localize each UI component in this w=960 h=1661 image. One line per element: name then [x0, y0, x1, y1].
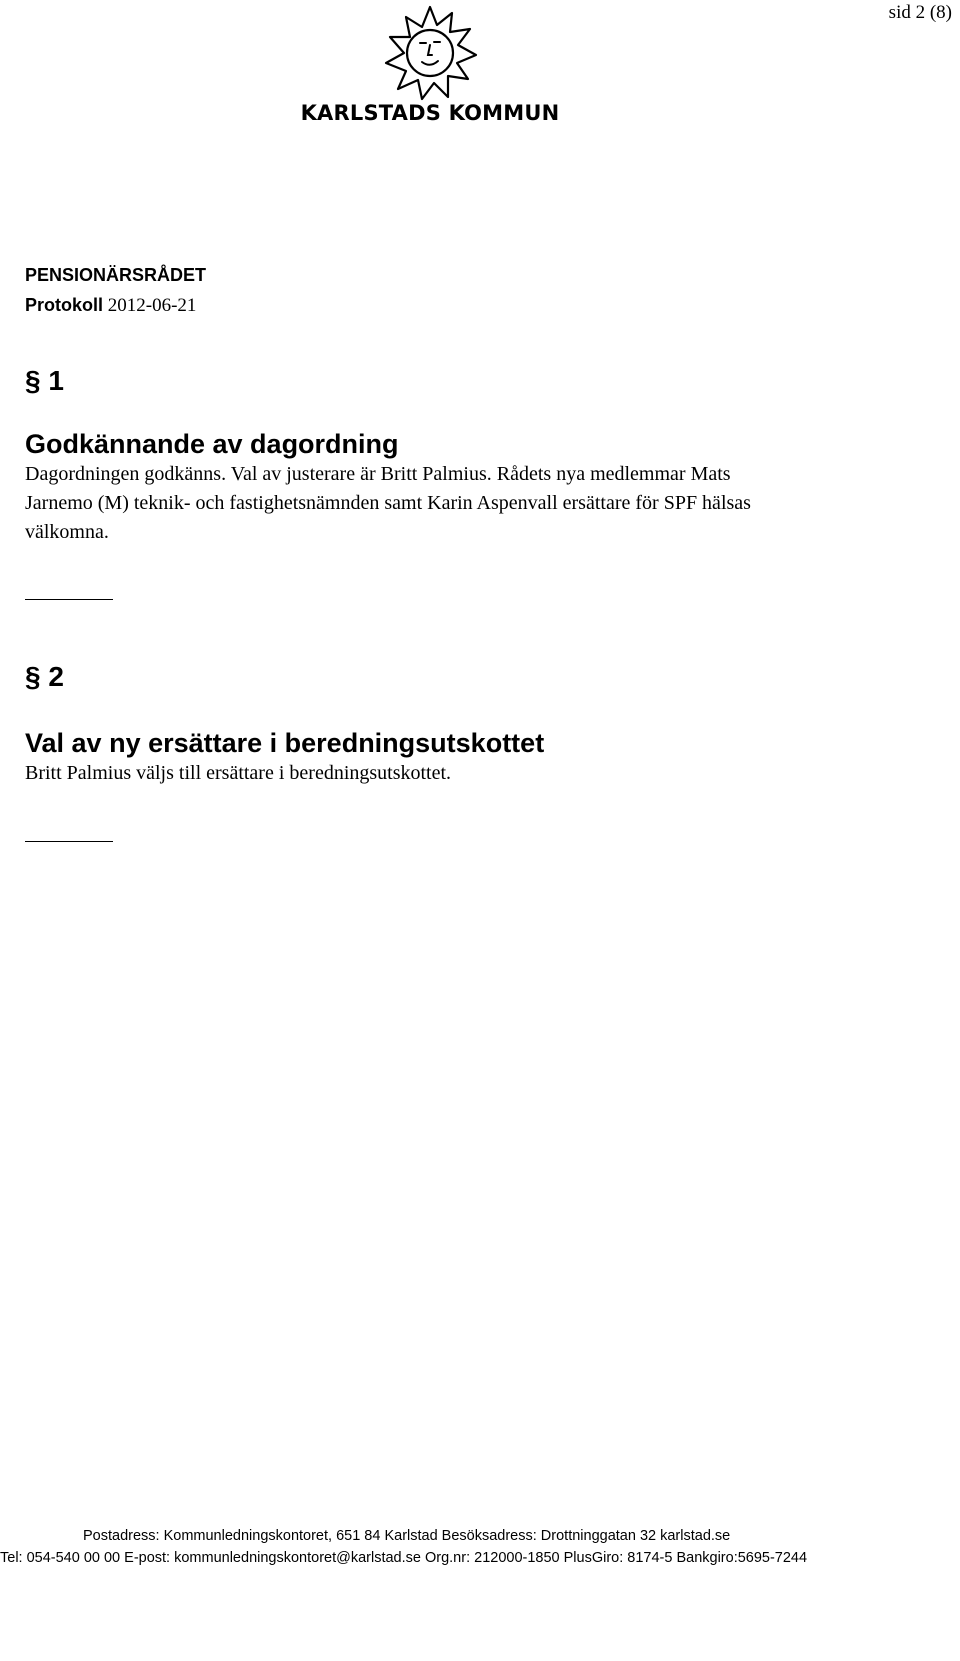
- section-body: Dagordningen godkänns. Val av justerare är Britt Palmius. Rådets nya medlemmar Mats Jarnemo (M) teknik- och fastighetsnämnden samt Karin Aspenvall ersättare för SPF hälsas välkomna.: [25, 463, 751, 543]
- page-number: sid 2 (8): [888, 2, 952, 23]
- section-title: Godkännande av dagordning: [25, 429, 399, 459]
- section-1: [25, 364, 925, 547]
- organization-name: PENSIONÄRSRÅDET: [25, 265, 207, 285]
- section-divider: [25, 599, 113, 600]
- karlstad-logo: [300, 5, 560, 125]
- document-date: 2012-06-21: [107, 295, 197, 316]
- section-2: [25, 660, 925, 788]
- sun-face-icon: [382, 5, 478, 101]
- section-divider: [25, 841, 113, 842]
- section-number: § 1: [25, 365, 64, 396]
- footer-address-line: Postadress: Kommunledningskontoret, 651 84 Karlstad Besöksadress: Drottninggatan 32 karlstad.se: [83, 1528, 731, 1544]
- document-header: [25, 263, 206, 318]
- footer-contact-line: Tel: 054-540 00 00 E-post: kommunledningskontoret@karlstad.se Org.nr: 212000-1850 PlusGiro: 8174-5 Bankgiro:5695-7244: [0, 1550, 808, 1566]
- logo-wordmark: KARLSTADS KOMMUN: [300, 101, 560, 125]
- section-body: Britt Palmius väljs till ersättare i beredningsutskottet.: [25, 762, 452, 784]
- section-title: Val av ny ersättare i beredningsutskottet: [25, 728, 545, 758]
- document-type: Protokoll: [25, 295, 104, 315]
- section-number: § 2: [25, 661, 64, 692]
- protocol-line: [25, 293, 206, 318]
